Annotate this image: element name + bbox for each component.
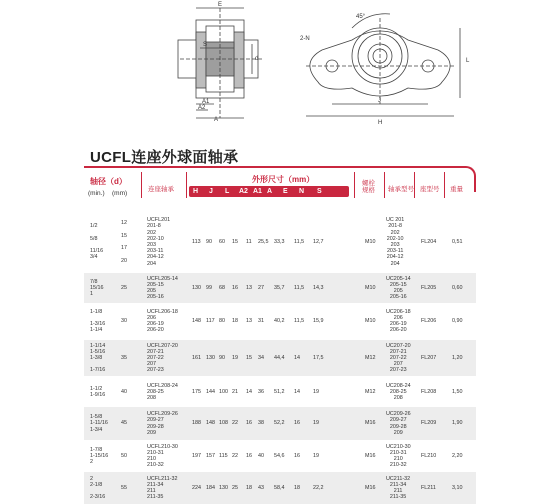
cell-housing: FL210 xyxy=(421,452,437,459)
cell-L: 60 xyxy=(219,238,225,245)
cell-mm: 30 xyxy=(121,317,127,324)
cell-bolt: M12 xyxy=(365,354,376,361)
cell-bolt: M10 xyxy=(365,238,376,245)
cell-S: 19 xyxy=(313,420,319,427)
cell-bearing: UC210-30 210-31 210 210-32 xyxy=(386,443,411,469)
cell-bearing: UC208-24 208-25 208 xyxy=(386,382,411,402)
cell-J: 144 xyxy=(206,388,215,395)
cell-unit: UCFL208-24 208-25 208 xyxy=(147,382,178,402)
cell-weight: 1,90 xyxy=(452,420,463,427)
cell-housing: FL206 xyxy=(421,317,437,324)
cell-unit: UCFL211-32 211-34 211 211-35 xyxy=(147,475,178,501)
cell-housing: FL208 xyxy=(421,388,437,395)
cell-unit: UCFL209-26 209-27 209-28 209 xyxy=(147,411,178,436)
cell-A1: 18 xyxy=(246,484,252,491)
cell-bearing: UC205-14 205-15 205 205-16 xyxy=(386,275,411,301)
cell-N: 14 xyxy=(294,354,300,361)
cell-mm: 55 xyxy=(121,484,127,491)
label-A1: A1 xyxy=(202,99,210,105)
cell-unit: UCFL201 201-8 202 202-10 203 203-11 204-12 204 xyxy=(147,217,171,267)
cell-A1: 16 xyxy=(246,452,252,459)
cell-housing: FL207 xyxy=(421,354,437,361)
cell-L: 115 xyxy=(219,452,228,459)
cell-A2: 18 xyxy=(232,317,238,324)
cell-inch: 1-1/8 1-3/16 1-1/4 xyxy=(90,308,106,334)
cell-housing: FL209 xyxy=(421,420,437,427)
cell-weight: 0,51 xyxy=(452,238,463,245)
cell-E: 35,7 xyxy=(274,284,285,291)
dim-col-J: J xyxy=(209,187,213,195)
cell-N: 11,5 xyxy=(294,238,305,245)
cell-H: 148 xyxy=(192,317,201,324)
header-weight: 重量 xyxy=(450,186,463,193)
cell-E: 44,4 xyxy=(274,354,285,361)
cell-weight: 0,60 xyxy=(452,284,463,291)
header-shaft-dia: 轴径（d） xyxy=(90,177,127,186)
cell-inch: 1-7/8 1-15/16 2 xyxy=(90,446,109,466)
cell-A1: 15 xyxy=(246,354,252,361)
cell-H: 113 xyxy=(192,238,201,245)
cell-L: 80 xyxy=(219,317,225,324)
cell-E: 40,2 xyxy=(274,317,285,324)
cell-weight: 2,20 xyxy=(452,452,463,459)
cell-weight: 1,20 xyxy=(452,354,463,361)
dim-col-E: E xyxy=(283,187,288,195)
cell-mm: 45 xyxy=(121,420,127,427)
cell-A: 43 xyxy=(258,484,264,491)
dim-col-S: S xyxy=(317,187,322,195)
header-housing-no: 座型号 xyxy=(420,186,440,193)
cell-inch: 1/2 5/8 11/16 3/4 xyxy=(90,223,104,261)
cell-housing: FL205 xyxy=(421,284,437,291)
cell-A: 25,5 xyxy=(258,238,269,245)
cell-bearing: UC206-18 206 206-19 206-20 xyxy=(386,308,411,334)
header-dims: 外形尺寸（mm） xyxy=(252,175,315,184)
cell-unit: UCFL207-20 207-21 207-22 207 207-23 xyxy=(147,342,178,374)
cell-A: 40 xyxy=(258,452,264,459)
label-A: A xyxy=(214,117,219,123)
cell-S: 22,2 xyxy=(313,484,324,491)
cell-L: 108 xyxy=(219,420,228,427)
cell-A2: 22 xyxy=(232,452,238,459)
dim-col-H: H xyxy=(193,187,199,195)
cell-A2: 15 xyxy=(232,238,238,245)
label-J: J xyxy=(378,98,381,104)
cell-A: 38 xyxy=(258,420,264,427)
cell-H: 175 xyxy=(192,388,201,395)
label-holes: 2-N xyxy=(300,36,310,42)
label-L: L xyxy=(466,58,470,64)
cell-mm: 25 xyxy=(121,284,127,291)
cell-bolt: M16 xyxy=(365,420,376,427)
cell-E: 33,3 xyxy=(274,238,285,245)
cell-S: 17,5 xyxy=(313,354,324,361)
header-mm: (mm) xyxy=(112,190,128,197)
cell-weight: 1,50 xyxy=(452,388,463,395)
cell-A2: 25 xyxy=(232,484,238,491)
cell-N: 18 xyxy=(294,484,300,491)
page-title: UCFL连座外球面轴承 xyxy=(90,149,239,166)
dim-col-N: N xyxy=(299,187,305,195)
dim-col-L: L xyxy=(225,187,230,195)
cell-A1: 13 xyxy=(246,284,252,291)
cell-A2: 21 xyxy=(232,388,238,395)
cell-L: 90 xyxy=(219,354,225,361)
cell-S: 14,3 xyxy=(313,284,324,291)
cell-bolt: M16 xyxy=(365,452,376,459)
dim-col-A: A xyxy=(267,187,273,195)
cell-A: 36 xyxy=(258,388,264,395)
cell-bolt: M12 xyxy=(365,388,376,395)
cell-mm: 50 xyxy=(121,452,127,459)
cell-bolt: M10 xyxy=(365,317,376,324)
cell-A2: 22 xyxy=(232,420,238,427)
cell-H: 161 xyxy=(192,354,201,361)
cell-J: 90 xyxy=(206,238,212,245)
cell-A2: 16 xyxy=(232,284,238,291)
cell-L: 130 xyxy=(219,484,228,491)
header-assembly-no: 连座轴承 xyxy=(148,186,174,193)
cell-N: 16 xyxy=(294,420,300,427)
header-bolt: 螺栓 规格 xyxy=(362,180,375,194)
cell-J: 148 xyxy=(206,420,215,427)
cell-bearing: UC207-20 207-21 207-22 207 207-23 xyxy=(386,342,411,374)
cell-mm: 40 xyxy=(121,388,127,395)
cell-S: 15,9 xyxy=(313,317,324,324)
cell-N: 14 xyxy=(294,388,300,395)
cell-mm: 12 15 17 20 xyxy=(121,220,127,264)
cell-unit: UCFL206-18 206 206-19 206-20 xyxy=(147,308,178,334)
cell-A: 27 xyxy=(258,284,264,291)
cell-H: 224 xyxy=(192,484,201,491)
cell-unit: UCFL205-14 205-15 205 205-16 xyxy=(147,275,178,301)
cell-A2: 19 xyxy=(232,354,238,361)
cell-E: 52,2 xyxy=(274,420,285,427)
cell-A1: 11 xyxy=(246,238,252,245)
cell-mm: 35 xyxy=(121,354,127,361)
label-E: E xyxy=(218,2,223,8)
cell-bearing: UC 201 201-8 202 202-10 203 203-11 204-12 204 xyxy=(386,217,405,267)
cell-L: 68 xyxy=(219,284,225,291)
cell-S: 19 xyxy=(313,452,319,459)
cell-bearing: UC211-32 211-34 211 211-35 xyxy=(386,475,411,501)
label-angle: 45° xyxy=(356,14,366,20)
cell-N: 16 xyxy=(294,452,300,459)
cell-inch: 1-5/8 1-11/16 1-3/4 xyxy=(90,414,108,433)
cell-unit: UCFL210-30 210-31 210 210-32 xyxy=(147,443,178,469)
cell-J: 99 xyxy=(206,284,212,291)
cell-weight: 3,10 xyxy=(452,484,463,491)
cell-inch: 1-1/14 1-5/16 1-3/8 1-7/16 xyxy=(90,342,106,374)
dim-col-A2: A2 xyxy=(239,187,248,195)
dims-header-bar xyxy=(189,186,349,197)
dim-col-A1: A1 xyxy=(253,187,262,195)
cell-weight: 0,90 xyxy=(452,317,463,324)
technical-drawing xyxy=(0,0,560,135)
cell-J: 130 xyxy=(206,354,215,361)
cell-inch: 2 2-1/8 2-3/16 xyxy=(90,475,106,501)
header-bearing-no: 轴承型号 xyxy=(388,186,414,193)
cell-J: 184 xyxy=(206,484,215,491)
header-min: (min.) xyxy=(88,190,105,197)
cell-bolt: M16 xyxy=(365,484,376,491)
cell-A1: 16 xyxy=(246,420,252,427)
cell-A: 34 xyxy=(258,354,264,361)
cell-H: 197 xyxy=(192,452,201,459)
cell-A1: 14 xyxy=(246,388,252,395)
cell-J: 157 xyxy=(206,452,215,459)
cell-H: 130 xyxy=(192,284,201,291)
cell-J: 117 xyxy=(206,317,215,324)
cell-bearing: UC209-26 209-27 209-28 209 xyxy=(386,411,411,436)
cell-N: 11,5 xyxy=(294,284,305,291)
cell-E: 58,4 xyxy=(274,484,285,491)
cell-L: 100 xyxy=(219,388,228,395)
cell-S: 12,7 xyxy=(313,238,324,245)
cell-A: 31 xyxy=(258,317,264,324)
label-S: S xyxy=(203,42,208,48)
cell-housing: FL204 xyxy=(421,238,437,245)
cell-H: 188 xyxy=(192,420,201,427)
cell-A1: 13 xyxy=(246,317,252,324)
label-d: d xyxy=(255,56,259,62)
cell-S: 19 xyxy=(313,388,319,395)
cell-N: 11,5 xyxy=(294,317,305,324)
cell-bolt: M10 xyxy=(365,284,376,291)
cell-E: 54,6 xyxy=(274,452,285,459)
cell-housing: FL211 xyxy=(421,484,436,491)
label-A2: A2 xyxy=(198,105,206,111)
label-H: H xyxy=(378,120,383,126)
cell-inch: 7/8 15/16 1 xyxy=(90,278,104,298)
cell-inch: 1-1/2 1-9/16 xyxy=(90,385,106,398)
cell-E: 51,2 xyxy=(274,388,285,395)
